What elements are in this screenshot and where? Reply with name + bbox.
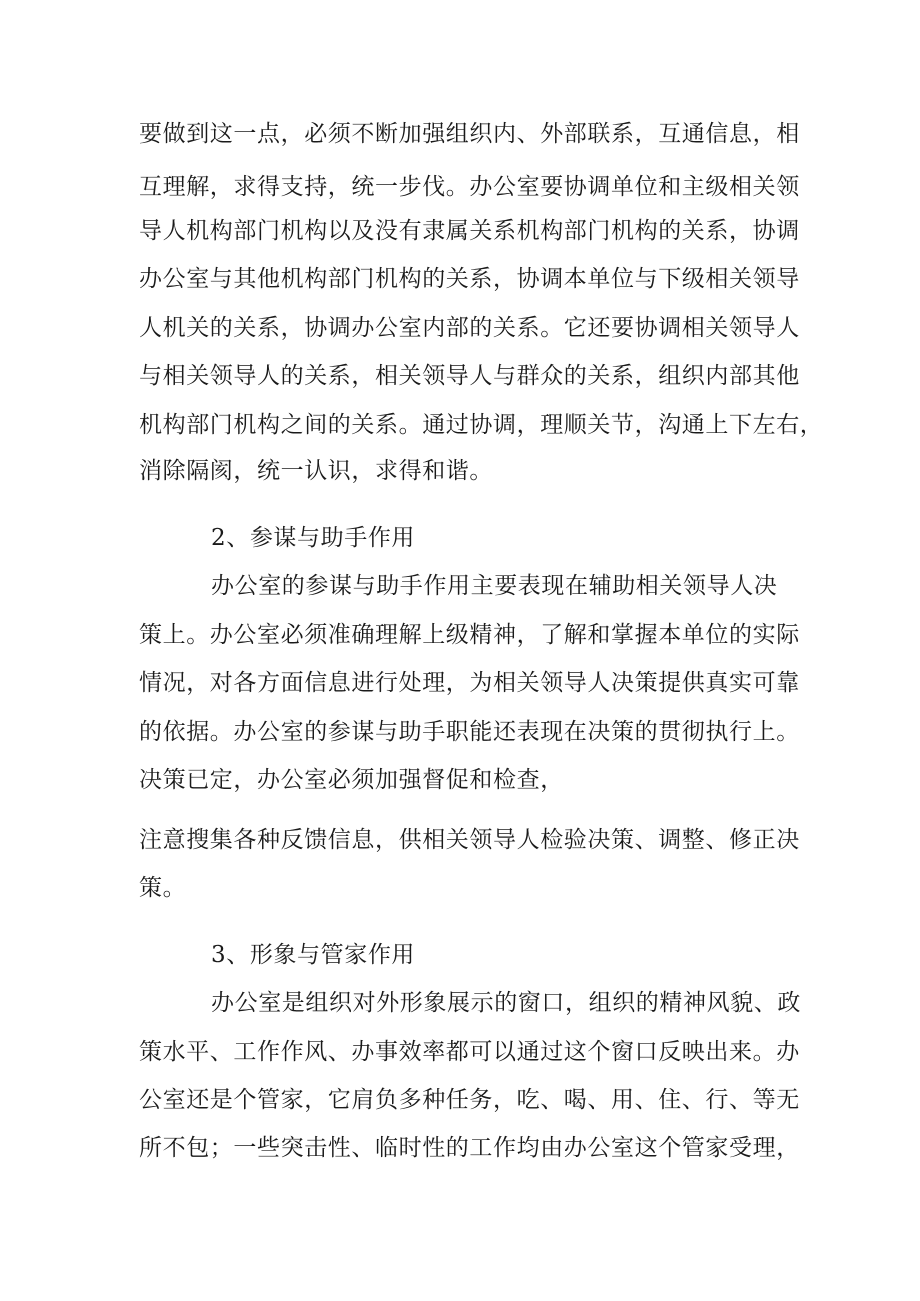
paragraph-line: 要做到这一点，必须不断加强组织内、外部联系，互通信息，相 <box>139 121 800 147</box>
paragraph-line: 注意搜集各种反馈信息，供相关领导人检验决策、调整、修正决 <box>139 827 800 853</box>
paragraph-line: 办公室是组织对外形象展示的窗口，组织的精神风貌、政 <box>211 990 801 1016</box>
paragraph-line: 办公室与其他机构部门机构的关系，协调本单位与下级相关领导 <box>139 266 800 292</box>
paragraph-line: 人机关的关系，协调办公室内部的关系。它还要协调相关领导人 <box>139 315 800 341</box>
paragraph-line: 消除隔阂，统一认识，求得和谐。 <box>139 458 493 484</box>
paragraph-line: 所不包；一些突击性、临时性的工作均由办公室这个管家受理， <box>139 1135 800 1161</box>
paragraph-line: 决策已定，办公室必须加强督促和检查， <box>139 767 564 793</box>
paragraph-line: 办公室的参谋与助手作用主要表现在辅助相关领导人决 <box>211 573 778 599</box>
paragraph-line: 的依据。办公室的参谋与助手职能还表现在决策的贯彻执行上。 <box>139 719 800 745</box>
paragraph-line: 情况，对各方面信息进行处理，为相关领导人决策提供真实可靠 <box>139 670 800 696</box>
paragraph-line: 与相关领导人的关系，相关领导人与群众的关系，组织内部其他 <box>139 363 800 389</box>
paragraph-line: 策上。办公室必须准确理解上级精神，了解和掌握本单位的实际 <box>139 622 800 648</box>
section-heading: 3、形象与管家作用 <box>211 942 416 968</box>
paragraph-line: 机构部门机构之间的关系。通过协调，理顺关节，沟通上下左右， <box>139 412 824 438</box>
paragraph-line: 策水平、工作作风、办事效率都可以通过这个窗口反映出来。办 <box>139 1039 800 1065</box>
paragraph-line: 导人机构部门机构以及没有隶属关系机构部门机构的关系，协调 <box>139 218 800 244</box>
paragraph-line: 策。 <box>139 875 187 901</box>
paragraph-line: 互理解，求得支持，统一步伐。办公室要协调单位和主级相关领 <box>139 174 800 200</box>
paragraph-line: 公室还是个管家，它肩负多种任务，吃、喝、用、住、行、等无 <box>139 1087 800 1113</box>
section-heading: 2、参谋与助手作用 <box>211 525 416 551</box>
